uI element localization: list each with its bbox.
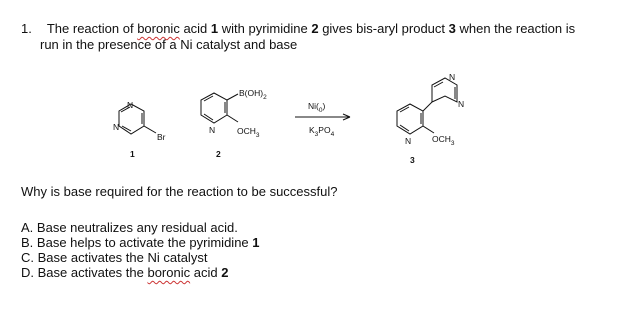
question-text-d: gives bis-aryl product	[318, 21, 449, 36]
compound-3-n1: N	[449, 72, 456, 82]
compound-1-br: Br	[157, 132, 166, 142]
compound-ref-1: 1	[210, 21, 219, 36]
option-b-letter: B.	[21, 235, 34, 250]
option-d-text-a: Base activates the	[37, 265, 148, 280]
question-text-b: acid	[179, 21, 211, 36]
compound-1-n2: N	[113, 122, 120, 132]
option-c-letter: C.	[21, 250, 34, 265]
compound-3-och3: OCH3	[432, 134, 455, 147]
compound-2-boronic	[239, 88, 267, 101]
question-text-e: when the reaction is	[455, 21, 576, 36]
compound-3-n2: N	[458, 99, 465, 109]
compound-2-structure	[201, 93, 238, 123]
question-line-1	[21, 21, 575, 37]
option-d-letter: D.	[21, 265, 34, 280]
spellcheck-boronic: boronic	[137, 21, 180, 36]
option-d-text-b: acid	[190, 265, 222, 280]
question-text-line2: run in the presence of a Ni catalyst and base	[40, 37, 298, 52]
compound-1-label: 1	[130, 149, 135, 159]
compound-2-boronic-text: B(OH)2	[239, 88, 267, 101]
option-a-text: Base neutralizes any residual acid.	[36, 220, 238, 235]
option-b[interactable]	[21, 235, 260, 251]
prompt-text: Why is base required for the reaction to be successful?	[21, 184, 338, 199]
question-line-2	[40, 37, 297, 53]
spellcheck-boronic-d: boronic	[147, 265, 191, 280]
prompt-line	[21, 184, 338, 200]
compound-2-och3: OCH3	[237, 126, 260, 139]
reaction-scheme	[0, 60, 629, 170]
compound-ref-2: 2	[311, 21, 319, 36]
option-d-bold: 2	[221, 265, 229, 280]
compound-2-label: 2	[216, 149, 221, 159]
compound-2-n: N	[209, 125, 216, 135]
option-c[interactable]	[21, 250, 207, 266]
option-c-text: Base activates the Ni catalyst	[37, 250, 208, 265]
option-a-letter: A.	[21, 220, 34, 235]
compound-1-structure	[119, 104, 156, 134]
reaction-arrow	[295, 114, 350, 120]
option-b-bold: 1	[252, 235, 260, 250]
option-a[interactable]	[21, 220, 238, 236]
compound-ref-3: 3	[448, 21, 456, 36]
compound-3-structure	[397, 78, 457, 134]
question-text-a: The reaction of	[46, 21, 138, 36]
question-text-c: with pyrimidine	[218, 21, 312, 36]
question-number: 1.	[21, 21, 32, 36]
arrow-reagent-bottom: K3PO4	[309, 125, 335, 138]
arrow-reagent-top: Ni(0)	[308, 101, 326, 114]
compound-3-n-py: N	[405, 136, 412, 146]
option-b-text: Base helps to activate the pyrimidine	[36, 235, 253, 250]
option-d[interactable]	[21, 265, 228, 281]
compound-3-label: 3	[410, 155, 415, 165]
compound-1-n1: N	[127, 100, 134, 110]
